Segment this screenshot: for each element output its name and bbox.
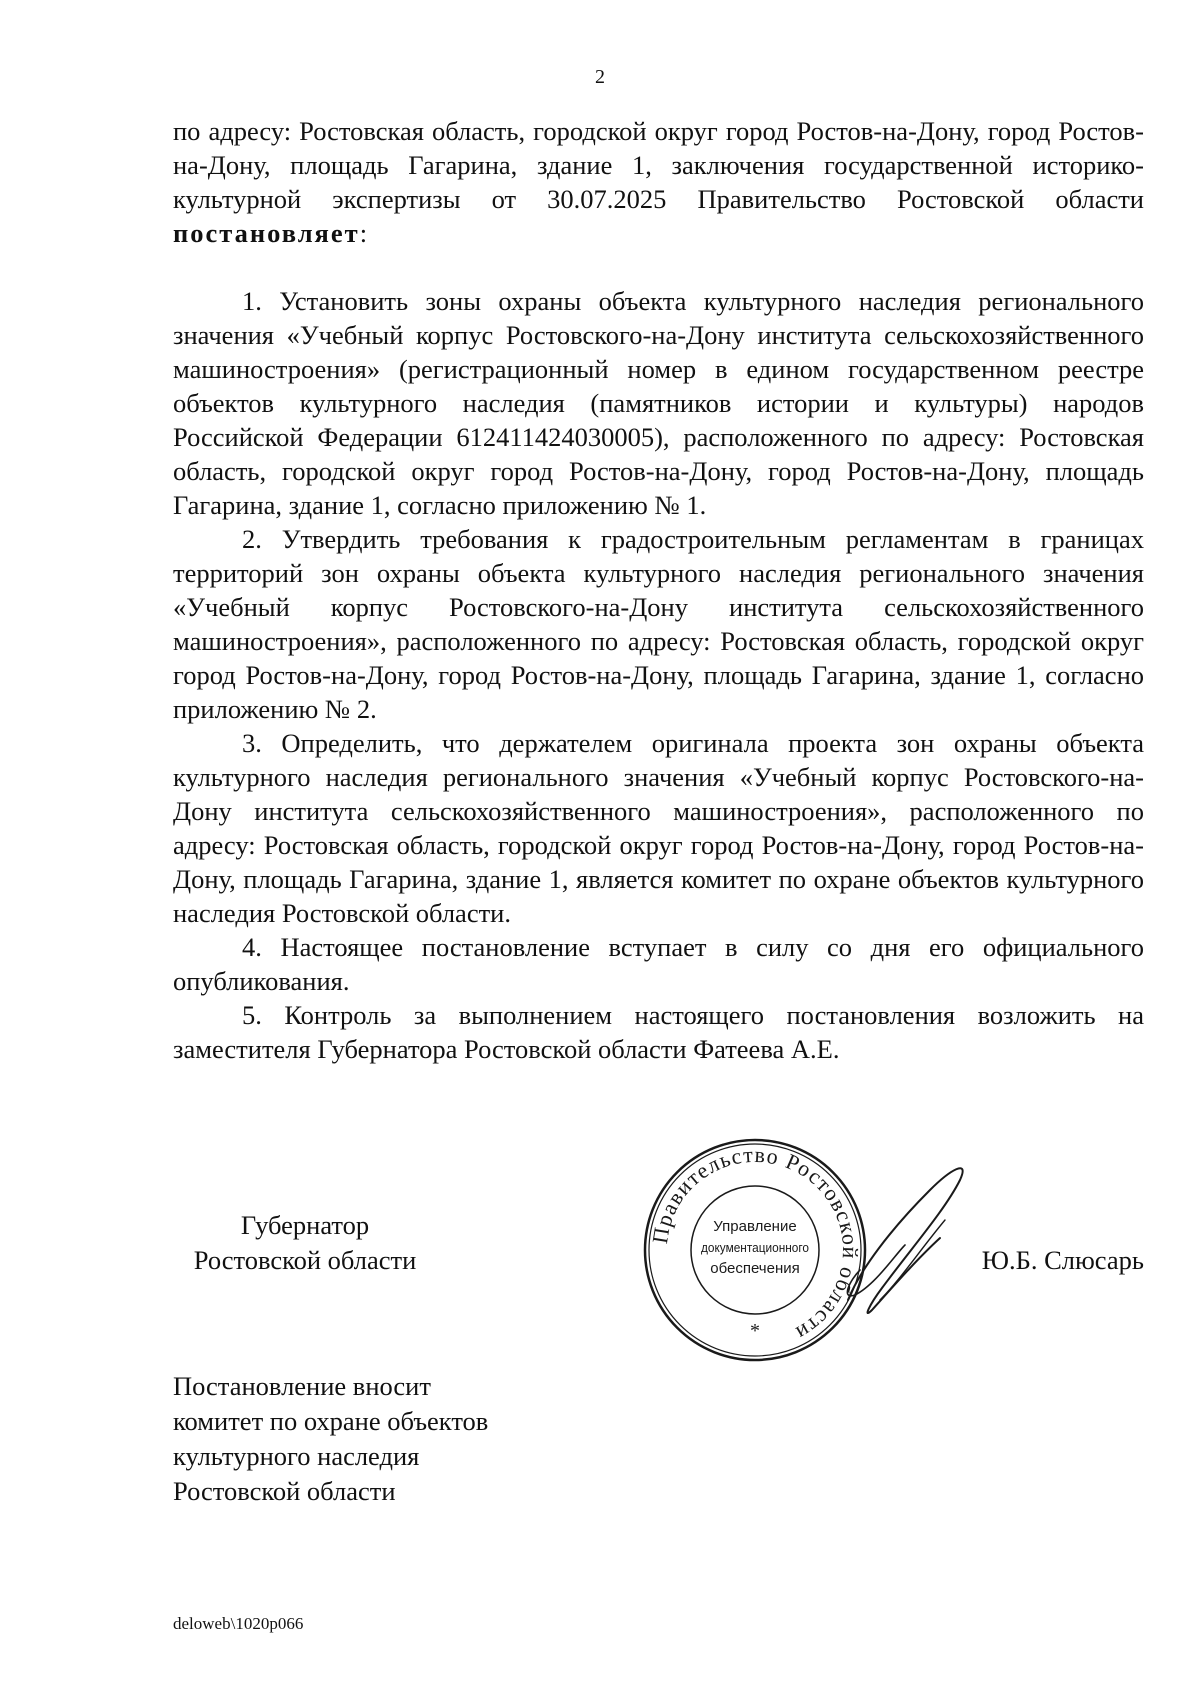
decree-item-1: 1. Установить зоны охраны объекта культурного наследия регионального значения «Учебный корпус Ростовского-на-Дону института сельскохозяйственного машиностроения» (регистрационный номер в едином государственном реестре объектов культурного наследия (памятников истории и культуры) народов Российской Федерации 612411424030005), расположенного по адресу: Ростовская область, городской округ город Ростов-на-Дону, город Ростов-на-Дону, площадь Гагарина, здание 1, согласно приложению № 1. bbox=[173, 286, 1144, 520]
seal-inner-line2: документационного bbox=[701, 1240, 809, 1255]
seal-inner-line3: обеспечения bbox=[710, 1260, 800, 1277]
seal-outer-text: Правительство Ростовской области bbox=[647, 1141, 864, 1347]
governor-title bbox=[175, 1208, 435, 1278]
intro-colon: : bbox=[359, 218, 368, 248]
decree-item-3: 3. Определить, что держателем оригинала проекта зон охраны объекта культурного наследия регионального значения «Учебный корпус Ростовского-на-Дону института сельскохозяйственного машиностроения», расположенного по адресу: Ростовская область, городской округ город Ростов-на-Дону, город Ростов-на-Дону, площадь Гагарина, здание 1, является комитет по охране объектов культурного наследия Ростовской области. bbox=[173, 728, 1144, 928]
seal-inner-line1: Управление bbox=[713, 1218, 797, 1235]
submitted-by-line1: Постановление вносит bbox=[173, 1371, 431, 1401]
submitted-by-line4: Ростовской области bbox=[173, 1476, 396, 1506]
footer-document-code: deloweb\1020р066 bbox=[173, 1614, 304, 1633]
document-body bbox=[173, 114, 1144, 1066]
governor-title-line2: Ростовской области bbox=[193, 1245, 417, 1275]
decree-item-4: 4. Настоящее постановление вступает в силу со дня его официального опубликования. bbox=[173, 932, 1144, 996]
submitted-by-line2: комитет по охране объектов bbox=[173, 1406, 489, 1436]
governor-name: Ю.Б. Слюсарь bbox=[981, 1245, 1144, 1275]
submitted-by-line3: культурного наследия bbox=[173, 1441, 420, 1471]
decree-word: постановляет bbox=[173, 218, 360, 248]
governor-title-line1: Губернатор bbox=[240, 1210, 370, 1240]
submitted-by-block bbox=[173, 1369, 488, 1509]
seal-star: * bbox=[750, 1320, 760, 1342]
page-number: 2 bbox=[595, 66, 605, 88]
decree-item-5: 5. Контроль за выполнением настоящего постановления возложить на заместителя Губернатора Ростовской области Фатеева А.Е. bbox=[173, 1000, 1144, 1064]
handwritten-signature bbox=[820, 1150, 980, 1340]
decree-item-2: 2. Утвердить требования к градостроительным регламентам в границах территорий зон охраны объекта культурного наследия регионального значения «Учебный корпус Ростовского-на-Дону института сельскохозяйственного машиностроения», расположенного по адресу: Ростовская область, городской округ город Ростов-на-Дону, город Ростов-на-Дону, площадь Гагарина, здание 1, согласно приложению № 2. bbox=[173, 524, 1144, 724]
intro-text: по адресу: Ростовская область, городской округ город Ростов-на-Дону, город Ростов-на-Дону, площадь Гагарина, здание 1, заключения государственной историко-культурной экспертизы от 30.07.2025 Правительство Ростовской области bbox=[173, 116, 1144, 214]
intro-paragraph bbox=[173, 114, 1144, 250]
